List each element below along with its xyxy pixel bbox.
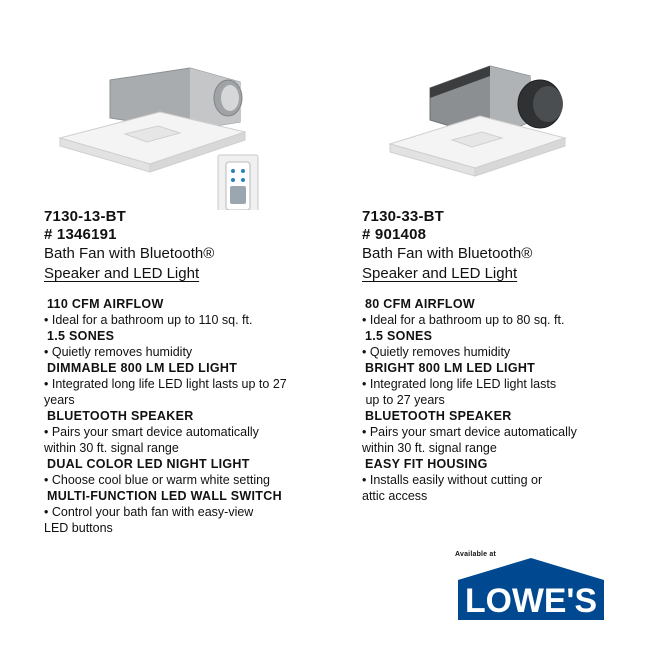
model-number: 7130-33-BT xyxy=(362,208,445,225)
spec-detail: • Quietly removes humidity xyxy=(362,345,511,359)
spec-list xyxy=(362,296,632,504)
product-column-2 xyxy=(362,208,632,504)
spec-detail: LED buttons xyxy=(44,521,113,535)
product-image-7130-13-bt xyxy=(40,60,280,210)
spec-heading: 1.5 SONES xyxy=(365,329,433,343)
spec-detail: • Installs easily without cutting or xyxy=(362,473,543,487)
spec-heading: 80 CFM AIRFLOW xyxy=(365,297,475,311)
product-column-1 xyxy=(44,208,334,536)
spec-heading: 110 CFM AIRFLOW xyxy=(47,297,164,311)
sku-number: # 1346191 xyxy=(44,226,117,243)
spec-detail: • Ideal for a bathroom up to 80 sq. ft. xyxy=(362,313,565,327)
spec-heading: DUAL COLOR LED NIGHT LIGHT xyxy=(47,457,250,471)
spec-detail: within 30 ft. signal range xyxy=(44,441,179,455)
spec-heading: EASY FIT HOUSING xyxy=(365,457,488,471)
spec-heading: MULTI-FUNCTION LED WALL SWITCH xyxy=(47,489,282,503)
product-title-line-2: Speaker and LED Light xyxy=(362,265,518,282)
spec-detail: up to 27 years xyxy=(362,393,445,407)
spec-detail: attic access xyxy=(362,489,428,503)
model-number: 7130-13-BT xyxy=(44,208,127,225)
available-at-label: Available at xyxy=(455,551,497,558)
product-title-line-2: Speaker and LED Light xyxy=(44,265,200,282)
spec-detail: • Control your bath fan with easy-view xyxy=(44,505,254,519)
spec-detail: • Pairs your smart device automatically xyxy=(44,425,259,439)
spec-detail: within 30 ft. signal range xyxy=(362,441,497,455)
spec-detail: • Quietly removes humidity xyxy=(44,345,193,359)
spec-heading: BLUETOOTH SPEAKER xyxy=(47,409,194,423)
spec-heading: BRIGHT 800 LM LED LIGHT xyxy=(365,361,536,375)
spec-detail: • Choose cool blue or warm white setting xyxy=(44,473,271,487)
spec-detail: years xyxy=(44,393,75,407)
sku-number: # 901408 xyxy=(362,226,427,243)
product-title-line-1: Bath Fan with Bluetooth® xyxy=(362,245,533,262)
spec-heading: BLUETOOTH SPEAKER xyxy=(365,409,512,423)
spec-list xyxy=(44,296,334,536)
spec-heading: DIMMABLE 800 LM LED LIGHT xyxy=(47,361,238,375)
spec-detail: • Integrated long life LED light lasts xyxy=(362,377,557,391)
logo-text: LOWE'S xyxy=(465,582,597,620)
lowes-logo xyxy=(456,552,606,622)
spec-detail: • Ideal for a bathroom up to 110 sq. ft. xyxy=(44,313,253,327)
spec-detail: • Integrated long life LED light lasts up to 27 xyxy=(44,377,287,391)
product-title-line-1: Bath Fan with Bluetooth® xyxy=(44,245,215,262)
product-image-7130-33-bt xyxy=(380,58,580,198)
spec-detail: • Pairs your smart device automatically xyxy=(362,425,577,439)
spec-heading: 1.5 SONES xyxy=(47,329,115,343)
